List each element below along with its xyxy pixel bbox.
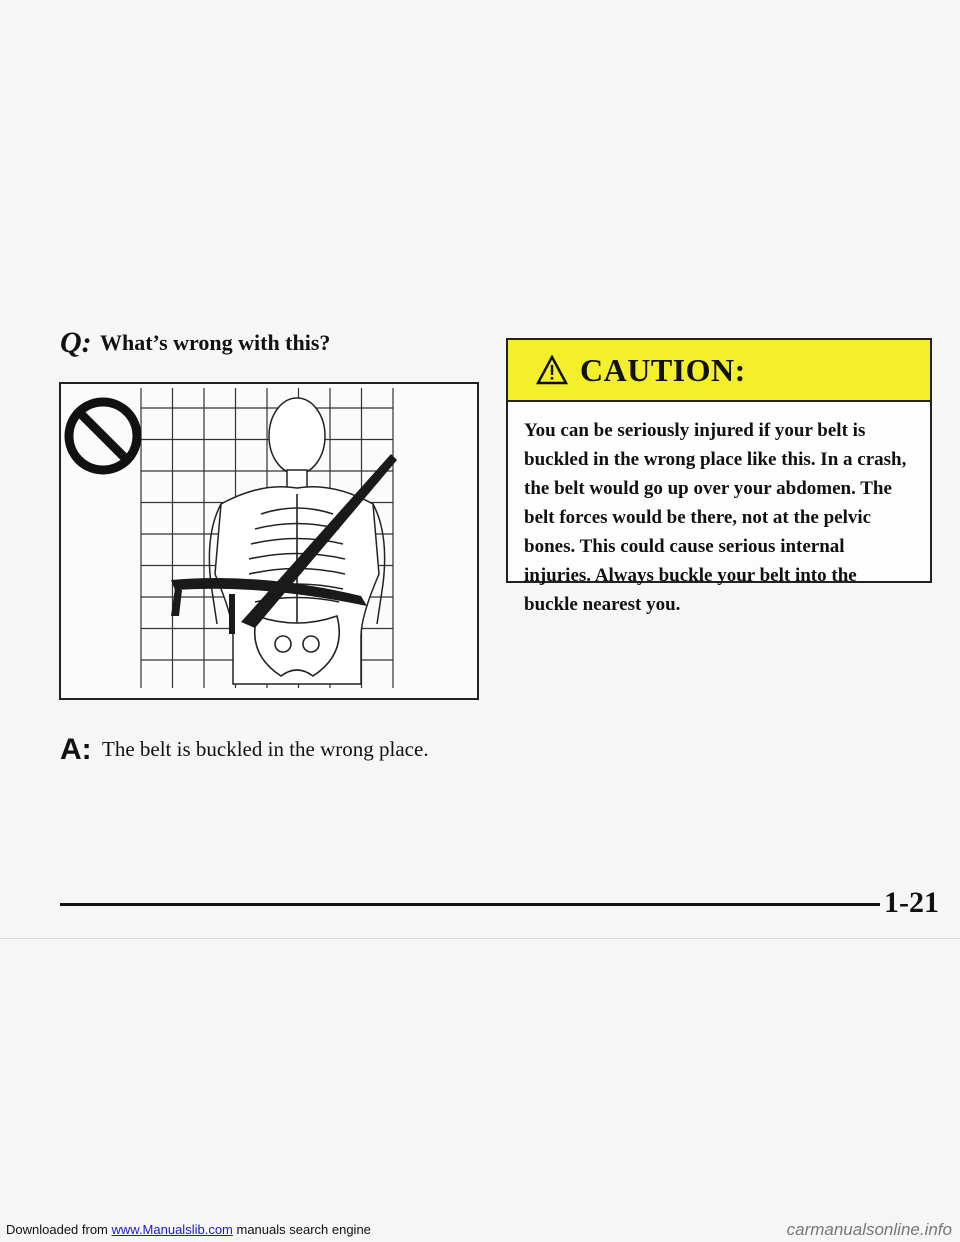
caution-text: You can be seriously injured if your belt is buckled in the wrong place like this. In a crash, the belt would go up over your abdomen. The belt forces would be there, not at the pelvic bones. This could cause serious internal injuries. Always buckle your belt into the buckle nearest you. xyxy=(524,420,907,615)
banner-suffix: manuals search engine xyxy=(232,1222,371,1237)
question-text: What’s wrong with this? xyxy=(100,330,331,355)
caution-box xyxy=(506,338,932,615)
caution-header xyxy=(508,340,930,402)
prohibited-icon xyxy=(69,402,137,470)
footer-rule xyxy=(60,903,880,906)
warning-triangle-icon xyxy=(536,355,568,385)
question-letter: Q: xyxy=(60,326,92,359)
page-number: 1-21 xyxy=(884,886,939,919)
banner-prefix: Downloaded from xyxy=(6,1222,112,1237)
answer-letter: A: xyxy=(60,733,92,766)
manualslib-link[interactable]: www.Manualslib.com xyxy=(111,1222,233,1237)
download-banner xyxy=(6,1222,371,1237)
watermark-text: carmanualsonline.info xyxy=(786,1220,952,1239)
footer-divider xyxy=(0,938,960,939)
caution-title: CAUTION: xyxy=(580,351,746,388)
seatbelt-illustration xyxy=(59,382,479,700)
answer-text: The belt is buckled in the wrong place. xyxy=(102,737,429,761)
